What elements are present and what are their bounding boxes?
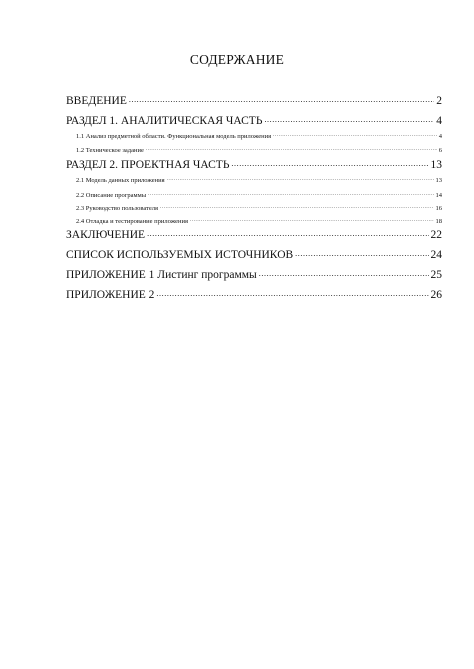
toc-entry-page: 13: [430, 159, 442, 171]
dot-leader: [156, 290, 428, 298]
toc-entry-label: 2.4 Отладка и тестирование приложения: [76, 218, 188, 225]
toc-entry-label: ПРИЛОЖЕНИЕ 2: [66, 289, 155, 301]
toc-entry-page: 6: [438, 147, 442, 154]
toc-entry-appendix-2[interactable]: [66, 289, 442, 301]
toc-entry-conclusion[interactable]: [66, 229, 442, 241]
toc-entry-1-1[interactable]: [76, 133, 442, 140]
dot-leader: [129, 96, 434, 104]
toc-entry-label: ЗАКЛЮЧЕНИЕ: [66, 229, 146, 241]
toc-entry-1-2[interactable]: [76, 147, 442, 154]
toc-entry-2-4[interactable]: [76, 218, 442, 225]
toc-entry-label: 2.2 Описание программы: [76, 192, 147, 199]
toc-entry-references[interactable]: [66, 249, 442, 261]
toc-entry-introduction[interactable]: [66, 95, 442, 107]
toc-entry-label: 1.1 Анализ предметной области. Функциональная модель приложения: [76, 133, 272, 140]
toc-entry-label: СПИСОК ИСПОЛЬЗУЕМЫХ ИСТОЧНИКОВ: [66, 249, 294, 261]
dot-leader: [146, 147, 437, 152]
dot-leader: [231, 160, 428, 168]
toc-entry-2-3[interactable]: [76, 205, 442, 212]
toc-entry-page: 18: [435, 218, 442, 225]
dot-leader: [273, 133, 437, 138]
toc-entry-label: 2.1 Модель данных приложения: [76, 177, 165, 184]
dot-leader: [167, 177, 434, 182]
toc-title: СОДЕРЖАНИЕ: [189, 52, 285, 67]
toc-entry-label: 2.3 Руководство пользователя: [76, 205, 159, 212]
toc-entry-page: 13: [435, 177, 442, 184]
toc-entry-section-2[interactable]: [66, 159, 442, 171]
toc-entry-page: 2: [436, 95, 442, 107]
toc-entry-2-1[interactable]: [76, 177, 442, 184]
toc-entry-page: 25: [430, 269, 442, 281]
dot-leader: [295, 250, 428, 258]
toc-entry-page: 26: [430, 289, 442, 301]
dot-leader: [190, 218, 434, 223]
toc-entry-label: ВВЕДЕНИЕ: [66, 95, 127, 107]
toc-entry-label: РАЗДЕЛ 1. АНАЛИТИЧЕСКАЯ ЧАСТЬ: [66, 115, 263, 127]
toc-entry-page: 16: [435, 205, 442, 212]
toc-entry-label: РАЗДЕЛ 2. ПРОЕКТНАЯ ЧАСТЬ: [66, 159, 230, 171]
toc-entry-page: 14: [435, 192, 442, 199]
dot-leader: [148, 192, 433, 197]
dot-leader: [259, 270, 429, 278]
toc-entry-2-2[interactable]: [76, 192, 442, 199]
toc-entry-page: 4: [438, 133, 442, 140]
dot-leader: [160, 205, 433, 210]
toc-entry-label: ПРИЛОЖЕНИЕ 1 Листинг программы: [66, 269, 257, 281]
dot-leader: [147, 230, 428, 238]
toc-entry-section-1[interactable]: [66, 115, 442, 127]
toc-entry-page: 4: [436, 115, 442, 127]
toc-entry-page: 24: [430, 249, 442, 261]
toc-entry-label: 1.2 Техническое задание: [76, 147, 144, 154]
toc-entry-page: 22: [430, 229, 442, 241]
toc-entry-appendix-1[interactable]: [66, 269, 442, 281]
dot-leader: [264, 116, 434, 124]
